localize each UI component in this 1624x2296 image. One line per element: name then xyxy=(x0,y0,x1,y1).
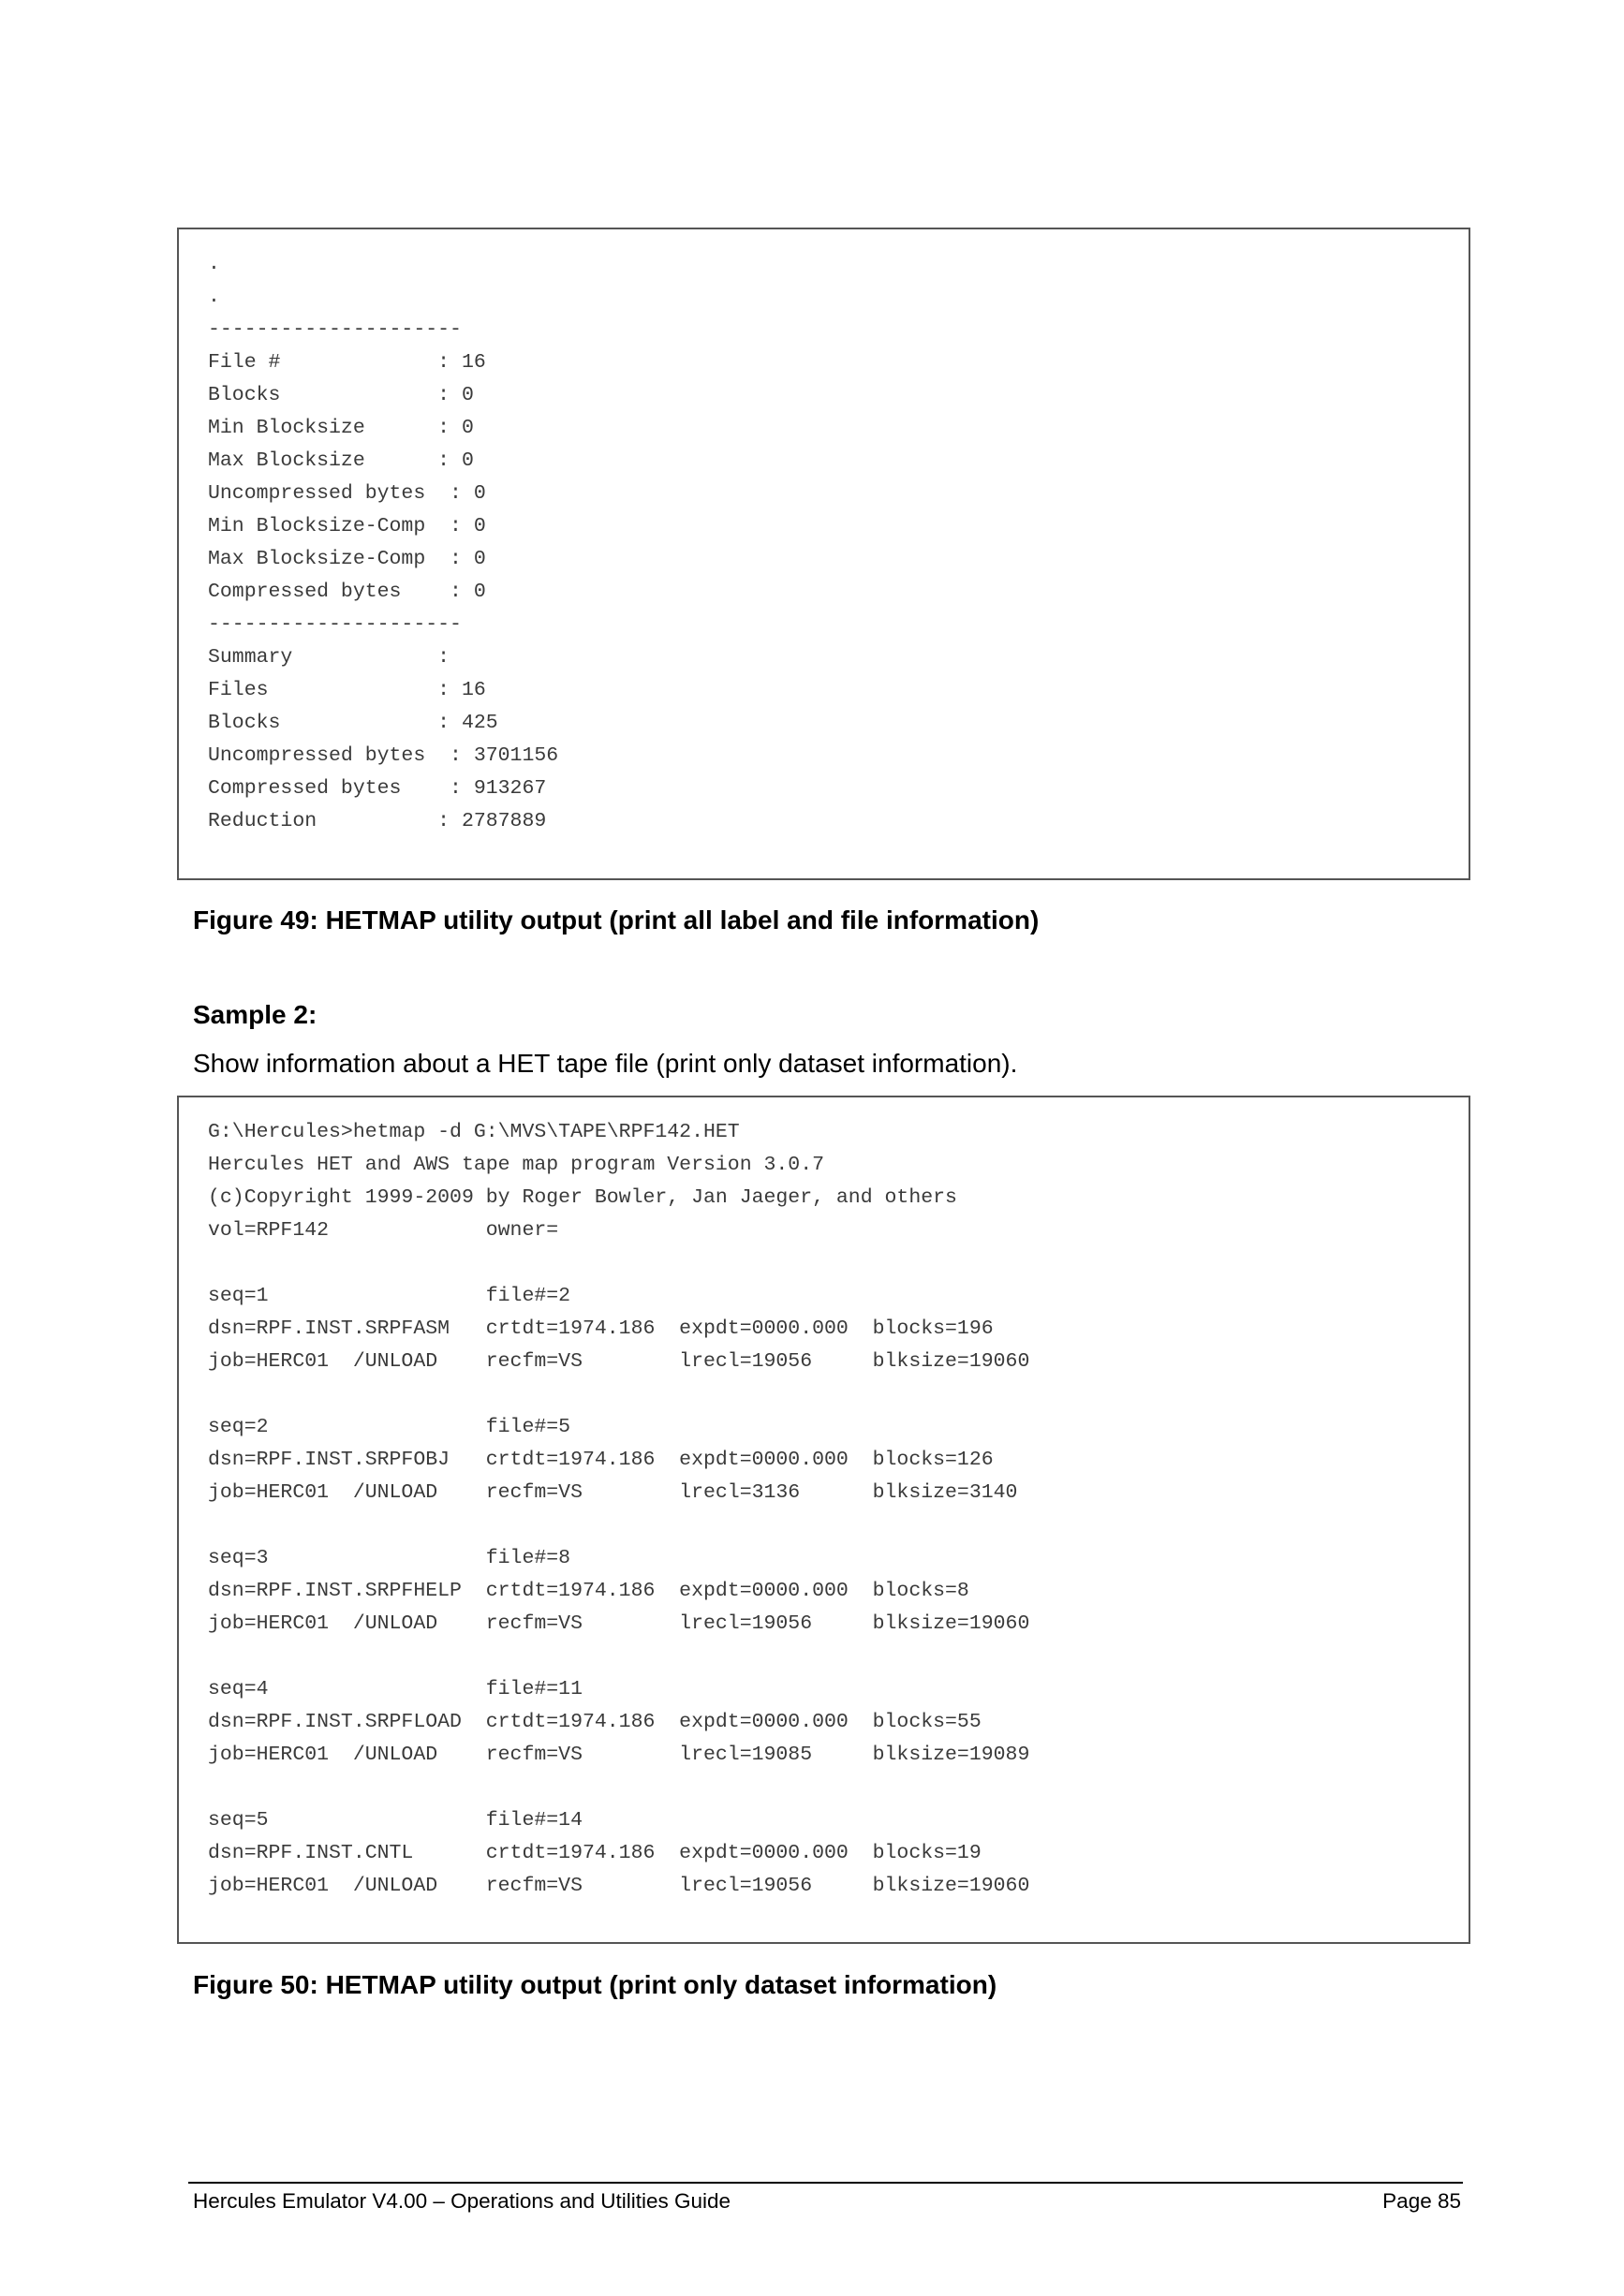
figure-49-code-box xyxy=(177,228,1470,880)
figure-50-code-box xyxy=(177,1096,1470,1944)
footer-document-title: Hercules Emulator V4.00 – Operations and Utilities Guide xyxy=(193,2189,731,2213)
figure-49-caption: Figure 49: HETMAP utility output (print all label and file information) xyxy=(193,905,1040,935)
footer-divider xyxy=(188,2182,1463,2184)
sample-2-heading: Sample 2: xyxy=(193,1000,317,1029)
figure-50-caption: Figure 50: HETMAP utility output (print only dataset information) xyxy=(193,1970,997,1999)
hetmap-dataset-output: G:\Hercules>hetmap -d G:\MVS\TAPE\RPF142.HET Hercules HET and AWS tape map program Version 3.0.7 (c)Copyright 1999-2009 by Roger Bowler, Jan Jaeger, and others vol=RPF142 owner= seq=1 file#=2 dsn=RPF.INST.SRPFASM crtdt=1974.186 expdt=0000.000 blocks=196 job=HERC01 /UNLOAD recfm=VS lrecl=19056 blksize=19060 seq=2 file#=5 dsn=RPF.INST.SRPFOBJ crtdt=1974.186 expdt=0000.000 blocks=126 job=HERC01 /UNLOAD recfm=VS lrecl=3136 blksize=3140 seq=3 file#=8 dsn=RPF.INST.SRPFHELP crtdt=1974.186 expdt=0000.000 blocks=8 job=HERC01 /UNLOAD recfm=VS lrecl=19056 blksize=19060 seq=4 file#=11 dsn=RPF.INST.SRPFLOAD crtdt=1974.186 expdt=0000.000 blocks=55 job=HERC01 /UNLOAD recfm=VS lrecl=19085 blksize=19089 seq=5 file#=14 dsn=RPF.INST.CNTL crtdt=1974.186 expdt=0000.000 blocks=19 job=HERC01 /UNLOAD recfm=VS lrecl=19056 blksize=19060 xyxy=(208,1121,1030,1897)
sample-2-description: Show information about a HET tape file (print only dataset information). xyxy=(193,1049,1018,1078)
hetmap-file-output: . . --------------------- File # : 16 Blocks : 0 Min Blocksize : 0 Max Blocksize : 0 Uncompressed bytes : 0 Min Blocksize-Comp : 0 Max Blocksize-Comp : 0 Compressed bytes : 0 --------------------- Summary : Files : 16 Blocks : 425 Uncompressed bytes : 3701156 Compressed bytes : 913267 Reduction : 2787889 xyxy=(208,253,559,832)
footer-page-number: Page 85 xyxy=(1382,2189,1461,2213)
